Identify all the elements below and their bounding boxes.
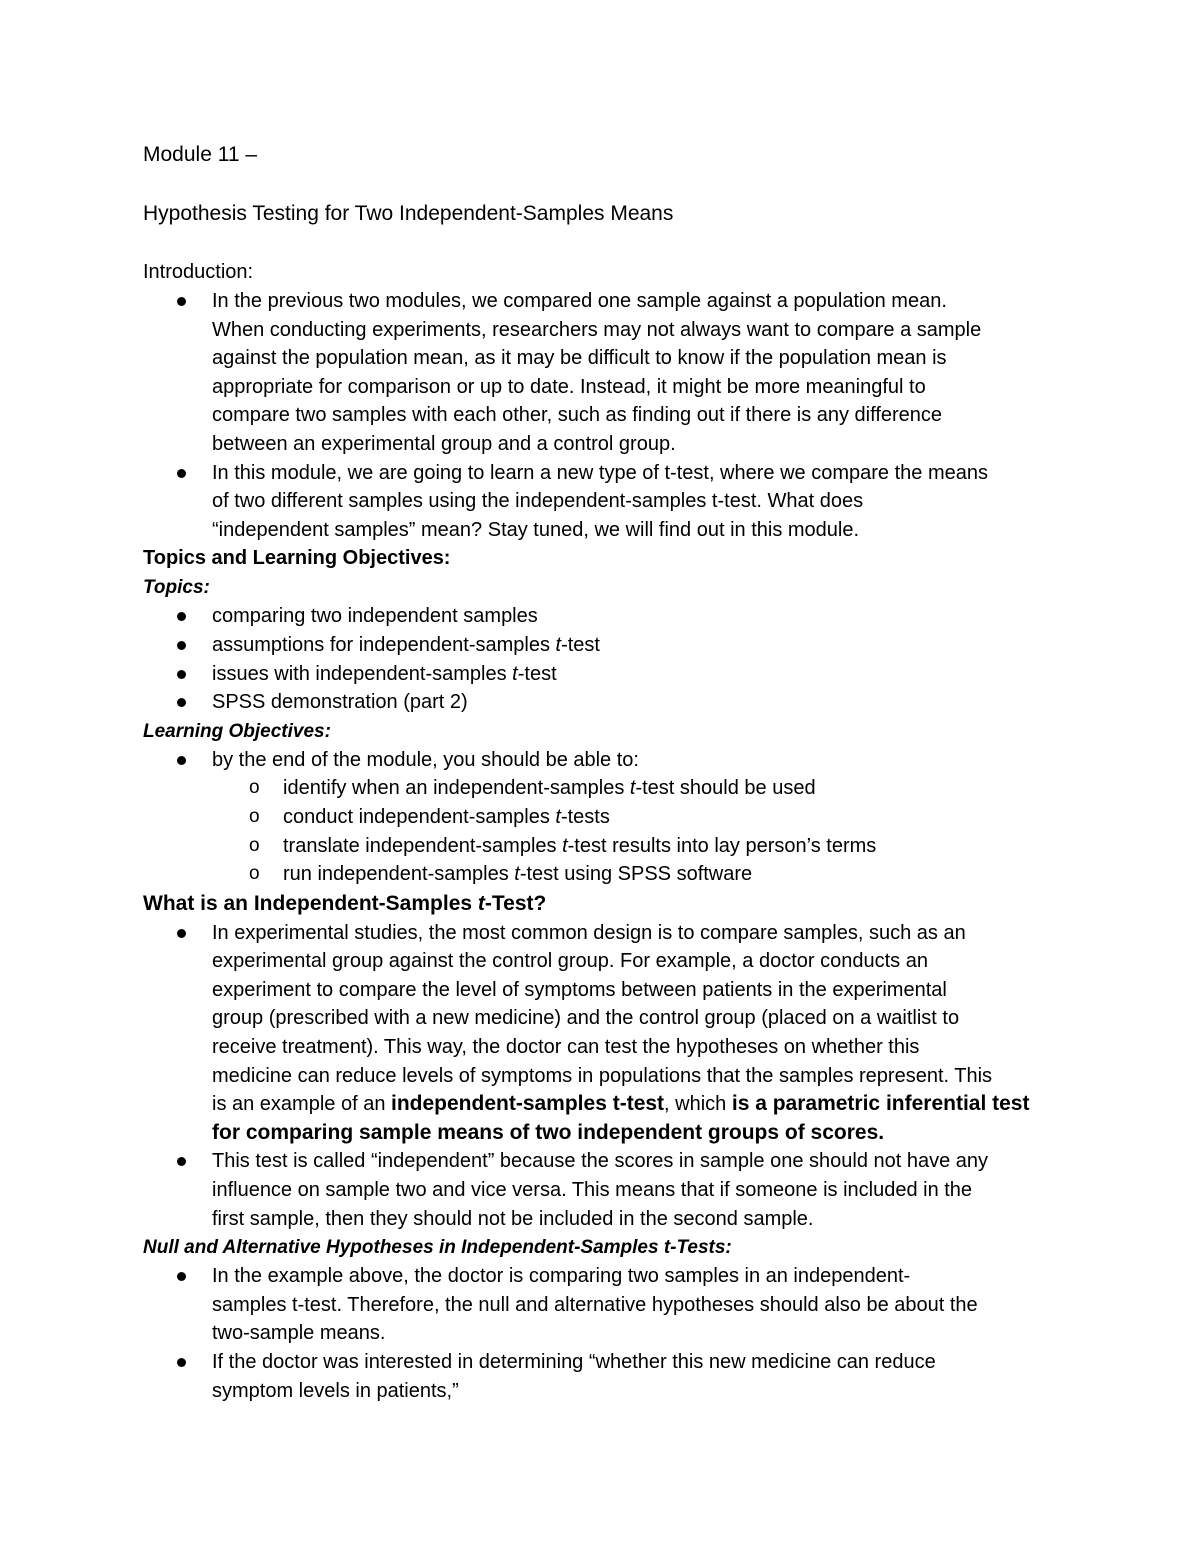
bullet-icon <box>177 670 186 679</box>
objective-italic-t: t <box>555 805 561 828</box>
objective-italic-t: t <box>629 777 636 800</box>
paragraph-line: In this module, we are going to learn a new type of t-test, where we compare the means <box>212 461 988 484</box>
bullet-icon <box>177 469 186 478</box>
topic-item <box>143 602 1073 631</box>
topic-text: issues with independent-samples <box>212 662 513 685</box>
paragraph-line: If the doctor was interested in determining “whether this new medicine can reduce <box>212 1351 936 1373</box>
objective-item <box>143 860 1073 889</box>
paragraph-line: In experimental studies, the most common design is to compare samples, such as an <box>212 921 966 944</box>
learning-objectives-heading: Learning Objectives: <box>143 720 331 742</box>
what-is-heading <box>143 889 1073 919</box>
topic-text-suffix: -test <box>517 662 557 685</box>
null-alternative-bullet-1 <box>143 1262 1073 1348</box>
topics-list <box>143 602 1073 716</box>
topic-item <box>143 631 1073 660</box>
objectives-lead-text: by the end of the module, you should be able to: <box>212 748 639 771</box>
what-is-heading-italic-t: t <box>477 891 485 915</box>
topic-italic-t: t <box>555 633 562 656</box>
introduction-heading: Introduction: <box>143 261 254 283</box>
bullet-icon <box>177 612 186 621</box>
bullet-icon <box>177 756 186 765</box>
topic-text: comparing two independent samples <box>212 605 538 628</box>
what-is-list <box>143 919 1073 1234</box>
objective-text: conduct independent-samples <box>283 805 556 828</box>
paragraph-line: medicine can reduce levels of symptoms in populations that the samples represent. This <box>212 1064 993 1087</box>
introduction-bullet-2 <box>143 459 1073 545</box>
bullet-icon <box>177 698 186 707</box>
topic-text: assumptions for independent-samples <box>212 633 556 656</box>
bullet-icon <box>177 297 186 306</box>
paragraph-line: samples t-test. Therefore, the null and alternative hypotheses should also be about the <box>212 1293 978 1316</box>
what-is-bullet-2 <box>143 1147 1073 1233</box>
objectives-list <box>143 746 1073 775</box>
circle-bullet-icon: o <box>249 834 260 856</box>
introduction-bullet-1 <box>143 287 1073 459</box>
topic-text: SPSS demonstration (part 2) <box>212 691 468 714</box>
topic-item <box>143 660 1073 689</box>
bullet-icon <box>177 1272 186 1281</box>
objective-italic-t: t <box>514 863 520 886</box>
objectives-sublist <box>143 774 1073 888</box>
definition-connector: , which <box>664 1093 732 1116</box>
objective-text: identify when an independent-samples <box>283 777 630 800</box>
null-alternative-bullet-2 <box>143 1348 1073 1405</box>
bullet-icon <box>177 641 186 650</box>
objective-item <box>143 832 1073 861</box>
null-alternative-list <box>143 1262 1073 1405</box>
paragraph-line: between an experimental group and a control group. <box>212 432 676 455</box>
introduction-list <box>143 287 1073 544</box>
paragraph-line: group (prescribed with a new medicine) and the control group (placed on a waitlist to <box>212 1007 960 1030</box>
objective-item <box>143 803 1073 832</box>
objectives-lead-item <box>143 746 1073 775</box>
paragraph-line: appropriate for comparison or up to date. Instead, it might be more meaningful to <box>212 375 926 398</box>
circle-bullet-icon: o <box>249 805 260 827</box>
what-is-heading-text: What is an Independent-Samples <box>143 891 478 915</box>
objective-text-suffix: -test should be used <box>635 777 816 800</box>
paragraph-line: of two different samples using the independent-samples t-test. What does <box>212 490 864 513</box>
paragraph-line: first sample, then they should not be included in the second sample. <box>212 1207 814 1230</box>
module-number-title: Module 11 – <box>143 143 258 166</box>
paragraph-line: experimental group against the control group. For example, a doctor conducts an <box>212 950 928 973</box>
paragraph-line: This test is called “independent” because the scores in sample one should not have any <box>212 1150 989 1173</box>
topics-heading: Topics: <box>143 577 210 599</box>
module-title: Hypothesis Testing for Two Independent-Samples Means <box>143 202 674 225</box>
circle-bullet-icon: o <box>249 777 260 799</box>
paragraph-line: symptom levels in patients,” <box>212 1379 459 1402</box>
bullet-icon <box>177 1358 186 1367</box>
definition-term: independent-samples t-test <box>391 1092 665 1116</box>
objective-text-suffix: -tests <box>560 805 610 828</box>
bullet-icon <box>177 1157 186 1166</box>
objective-text: translate independent-samples <box>283 834 563 857</box>
definition-text-continued: for comparing sample means of two independent groups of scores. <box>212 1120 885 1144</box>
topic-italic-t: t <box>512 662 518 685</box>
objective-text: run independent-samples <box>283 863 515 886</box>
bullet-icon <box>177 929 186 938</box>
what-is-heading-suffix: -Test? <box>484 891 547 915</box>
topic-text-suffix: -test <box>561 633 600 656</box>
paragraph-line: experiment to compare the level of symptoms between patients in the experimental <box>212 978 947 1001</box>
objective-italic-t: t <box>562 834 568 857</box>
paragraph-line: against the population mean, as it may be difficult to know if the population mean is <box>212 347 947 370</box>
objective-text-suffix: -test results into lay person’s terms <box>567 834 877 857</box>
paragraph-line: influence on sample two and vice versa. This means that if someone is included in the <box>212 1179 973 1202</box>
paragraph-line: When conducting experiments, researchers may not always want to compare a sample <box>212 318 982 341</box>
paragraph-line: two-sample means. <box>212 1322 386 1345</box>
what-is-bullet-1 <box>143 919 1073 1148</box>
paragraph-line: compare two samples with each other, such as finding out if there is any difference <box>212 404 943 427</box>
paragraph-line: “independent samples” mean? Stay tuned, we will find out in this module. <box>212 518 860 541</box>
definition-text: is a parametric inferential test <box>731 1092 1030 1116</box>
objective-item <box>143 774 1073 803</box>
paragraph-line <box>212 1090 1073 1119</box>
circle-bullet-icon: o <box>249 863 260 885</box>
objective-text-suffix: -test using SPSS software <box>519 863 753 886</box>
document-body <box>143 140 1073 1405</box>
paragraph-line: In the previous two modules, we compared one sample against a population mean. <box>212 290 947 312</box>
paragraph-line: receive treatment). This way, the doctor can test the hypotheses on whether this <box>212 1036 920 1059</box>
topics-objectives-heading: Topics and Learning Objectives: <box>143 547 451 570</box>
paragraph-line: In the example above, the doctor is comparing two samples in an independent- <box>212 1265 911 1288</box>
null-alternative-heading: Null and Alternative Hypotheses in Independent-Samples t-Tests: <box>143 1237 732 1259</box>
topic-item <box>143 688 1073 717</box>
definition-lead-text: is an example of an <box>212 1093 391 1116</box>
